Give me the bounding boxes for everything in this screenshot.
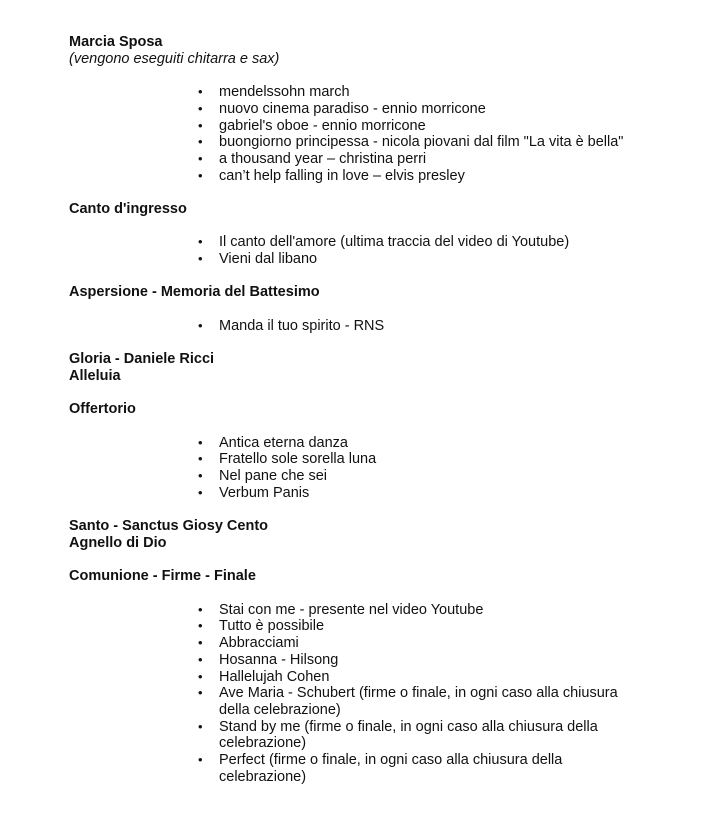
spacer [69,585,669,602]
song-list-marcia-sposa [69,84,669,184]
list-item: • Fratello sole sorella luna [198,451,377,468]
spacer [69,418,669,435]
bullet-icon: • [198,668,203,684]
spacer [69,552,669,569]
spacer [69,335,669,352]
list-item: • Verbum Panis [198,484,310,501]
list-item: • can’t help falling in love – elvis presley [198,167,465,184]
list-item: • Ave Maria - Schubert (firme o finale, in ogni caso alla chiusura della celebrazione) [198,685,618,718]
section-heading-comunione: Comunione - Firme - Finale [69,568,256,585]
bullet-icon: • [198,167,203,183]
list-item: • gabriel's oboe - ennio morricone [198,117,426,134]
bullet-icon: • [198,468,203,484]
list-item: • Perfect (firme o finale, in ogni caso alla chiusura della celebrazione) [198,752,563,785]
bullet-icon: • [198,150,203,166]
spacer [69,218,669,235]
section-heading-canto-ingresso: Canto d'ingresso [69,201,187,217]
spacer [69,385,669,402]
bullet-icon: • [198,100,203,116]
section-note-marcia-sposa: (vengono eseguiti chitarra e sax) [69,50,280,67]
bullet-icon: • [198,601,203,617]
bullet-icon: • [198,234,203,250]
bullet-icon: • [198,84,203,100]
list-item: • Nel pane che sei [198,468,328,485]
bullet-icon: • [198,317,203,333]
section-heading-gloria: Gloria - Daniele Ricci [69,351,215,368]
list-item: • Stai con me - presente nel video Youtube [198,601,484,618]
section-heading-santo: Santo - Sanctus Giosy Cento [69,518,268,535]
list-item: • Tutto è possibile [198,618,325,635]
list-item: • nuovo cinema paradiso - ennio morricone [198,100,486,117]
bullet-icon: • [198,484,203,500]
bullet-icon: • [198,635,203,651]
spacer [69,502,669,519]
list-item: • a thousand year – christina perri [198,150,427,167]
list-item: • Abbracciami [198,635,299,652]
bullet-icon: • [198,651,203,667]
list-item: • Il canto dell'amore (ultima traccia del video di Youtube) [198,234,570,251]
document-body [69,34,669,785]
list-item: • Vieni dal libano [198,251,318,268]
section-heading-aspersione: Aspersione - Memoria del Battesimo [69,284,320,301]
bullet-icon: • [198,685,203,701]
section-heading-alleluia: Alleluia [69,367,121,384]
song-list-aspersione [69,318,669,335]
list-item: • Hosanna - Hilsong [198,651,339,668]
list-item: • buongiorno principessa - nicola piovani dal film "La vita è bella" [198,134,624,151]
list-item: • mendelssohn march [198,84,350,101]
bullet-icon: • [198,718,203,734]
bullet-icon: • [198,251,203,267]
spacer [69,184,669,201]
bullet-icon: • [198,752,203,768]
spacer [69,67,669,84]
bullet-icon: • [198,618,203,634]
spacer [69,301,669,318]
list-item: • Manda il tuo spirito - RNS [198,317,385,334]
bullet-icon: • [198,434,203,450]
section-heading-offertorio: Offertorio [69,401,136,418]
song-list-offertorio [69,435,669,502]
section-heading-marcia-sposa: Marcia Sposa [69,34,163,50]
list-item: • Antica eterna danza [198,434,348,451]
spacer [69,268,669,285]
bullet-icon: • [198,134,203,150]
bullet-icon: • [198,117,203,133]
list-item: • Hallelujah Cohen [198,668,330,685]
bullet-icon: • [198,451,203,467]
song-list-canto-ingresso [69,234,669,267]
section-heading-agnello: Agnello di Dio [69,534,167,551]
song-list-comunione [69,602,639,786]
list-item: • Stand by me (firme o finale, in ogni caso alla chiusura della celebrazione) [198,718,598,752]
